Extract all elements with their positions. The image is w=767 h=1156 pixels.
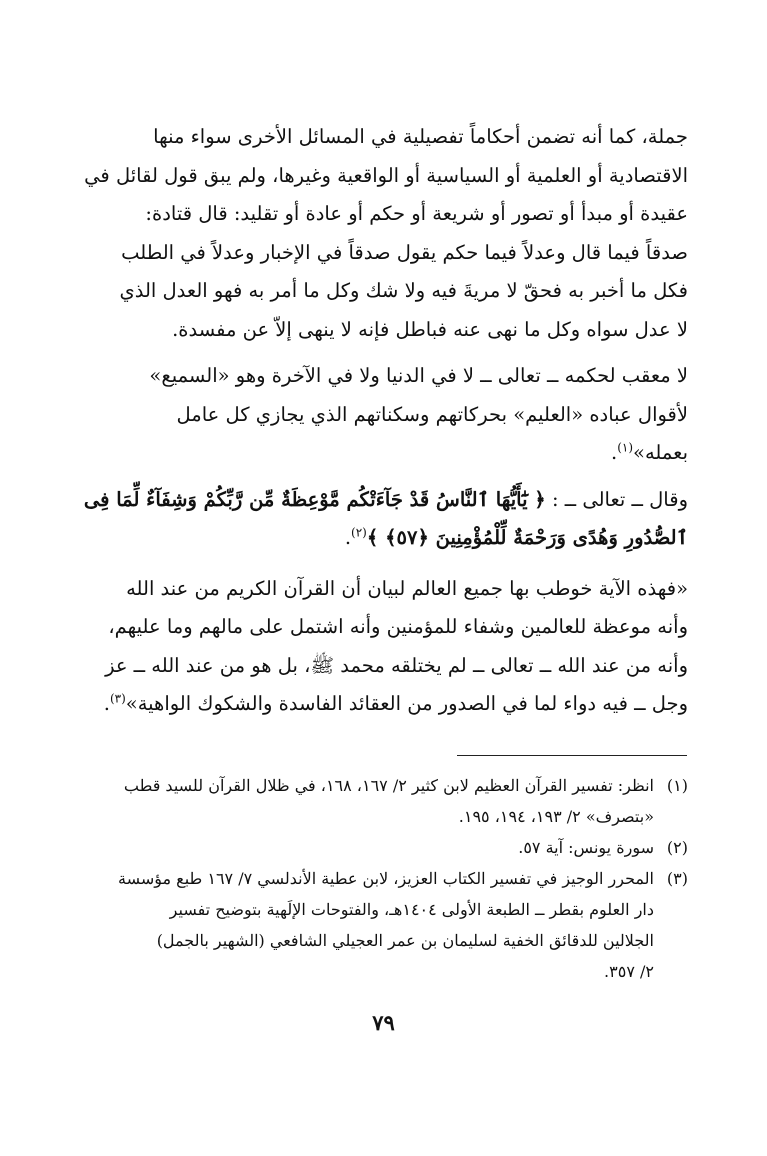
verse-intro: وقال ــ تعالى ــ : [551,487,688,511]
paragraph-2 [78,357,688,473]
text-fragment: . [344,526,352,549]
text-line: لا عدل سواه وكل ما نهى عنه فباطل فإنه لا ينهى إلاّ عن مفسدة. [172,317,688,341]
footnote-1 [78,770,688,832]
text-line: لا معقب لحكمه ــ تعالى ــ لا في الدنيا ولا في الآخرة وهو «السميع» [149,364,688,387]
footnote-number: (١) [666,776,688,795]
footnote-line: الجلالين للدقائق الخفية لسليمان بن عمر العجيلي الشافعي (الشهير بالجمل) [156,931,654,950]
footnote-2 [78,832,688,863]
footnote-line: دار العلوم بقطر ــ الطبعة الأولى ١٤٠٤هـ، والفتوحات الإلَهية بتوضيح تفسير [169,900,654,919]
footnote-3 [78,863,688,987]
page-body [78,118,688,724]
footnote-number: (٢) [666,838,688,857]
text-line: جملة، كما أنه تضمن أحكاماً تفصيلية في المسائل الأخرى سواء منها [153,125,688,148]
text-line [78,481,688,520]
footnote-marker[interactable]: (١) [617,440,634,455]
text-line: صدقاً فيما قال وعدلاً فيما حكم يقول صدقاً في الإخبار وعدلاً في الطلب [121,240,688,264]
page-number: ٧٩ [372,1010,395,1035]
footnote-line: انظر: تفسير القرآن العظيم لابن كثير ٢/ ١٦٧، ١٦٨، في ظلال القرآن للسيد قطب [123,776,654,795]
paragraph-3 [78,481,688,558]
footnote-divider [457,755,687,756]
text-line: «فهذه الآية خوطب بها جميع العالم لبيان أن القرآن الكريم من عند الله [126,576,688,600]
text-line: لأقوال عباده «العليم» بحركاتهم وسكناتهم الذي يجازي كل عامل [176,402,688,426]
footnote-line: المحرر الوجيز في تفسير الكتاب العزيز، لابن عطية الأندلسي ٧/ ١٦٧ طبع مؤسسة [118,869,654,888]
paragraph-1 [78,118,688,349]
text-fragment: . [611,441,618,464]
footnotes [78,770,688,987]
footnote-text [78,770,654,832]
text-fragment: . [103,692,110,715]
text-fragment: وجل ــ فيه دواء لما في الصدور من العقائد الفاسدة والشكوك الواهية» [125,692,688,715]
quran-verse: ﴿ يَٰٓأَيُّهَا ٱلنَّاسُ قَدْ جَآءَتْكُم مَّوْعِظَةٌ مِّن رَّبِّكُمْ وَشِفَآءٌ لِّمَا فِى [83,487,546,511]
footnote-marker[interactable]: (٢) [351,525,367,540]
footnote-line: سورة يونس: آية ٥٧. [518,838,654,857]
footnote-marker[interactable]: (٣) [109,691,126,706]
text-line: وأنه من عند الله ــ تعالى ــ لم يختلقه محمد ﷺ، بل هو من عند الله ــ عز [105,653,688,677]
text-fragment: بعمله» [633,441,688,464]
footnote-line: ٢/ ٣٥٧. [604,962,654,981]
text-line [78,685,688,724]
text-line: عقيدة أو مبدأ أو تصور أو شريعة أو حكم أو عادة أو تقليد: قال قتادة: [145,202,688,225]
text-line [78,434,688,473]
text-line [78,519,688,558]
text-line: وأنه موعظة للعالمين وشفاء للمؤمنين وأنه اشتمل على مالهم وما عليهم، [108,615,688,638]
paragraph-4 [78,570,688,724]
text-line: الاقتصادية أو العلمية أو السياسية أو الواقعية وغيرها، ولم يبق قول لقائل في [84,163,688,187]
text-line: فكل ما أخبر به فحقّ لا مريةَ فيه ولا شك وكل ما أمر به فهو العدل الذي [119,279,688,302]
footnote-text [78,832,654,863]
quran-verse: ٱلصُّدُورِ وَهُدًى وَرَحْمَةٌ لِّلْمُؤْمِنِينَ ﴿٥٧﴾ ﴾ [366,526,688,549]
footnote-text [78,863,654,987]
footnote-number: (٣) [666,869,688,888]
footnote-line: «بتصرف» ٢/ ١٩٣، ١٩٤، ١٩٥. [458,807,654,826]
